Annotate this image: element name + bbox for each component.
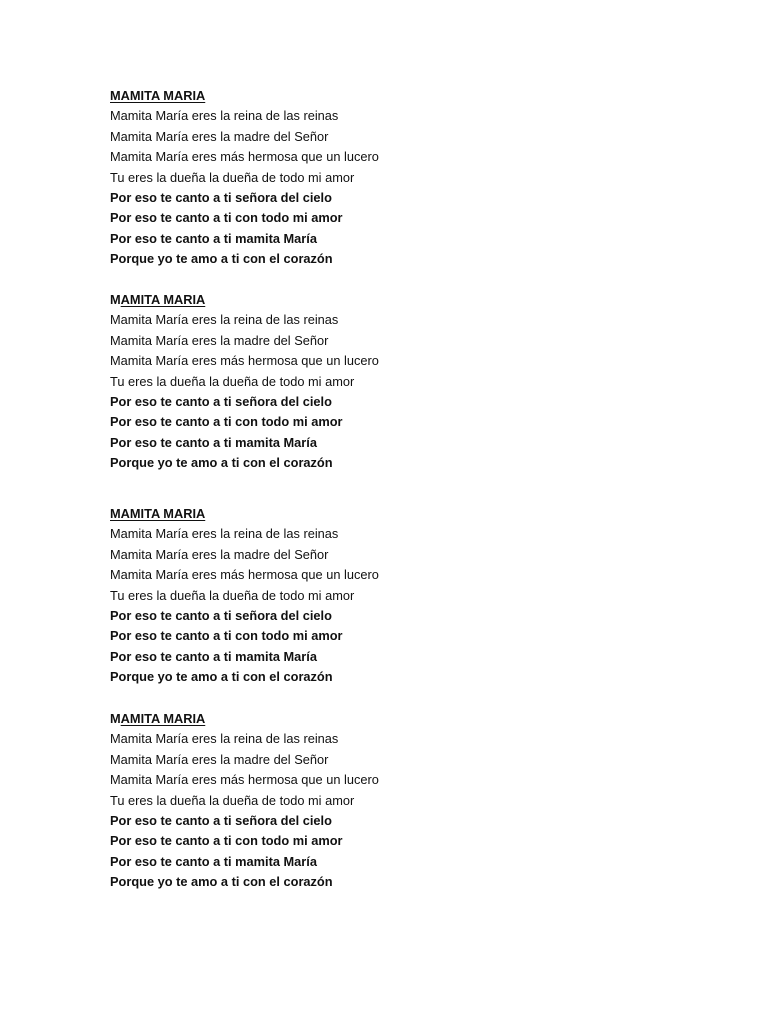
chorus-line: Por eso te canto a ti señora del cielo <box>110 189 332 205</box>
verse-line: Mamita María eres más hermosa que un lucero <box>110 567 379 583</box>
verse-line: Tu eres la dueña la dueña de todo mi amor <box>110 792 355 808</box>
chorus-line: Por eso te canto a ti señora del cielo <box>110 812 332 828</box>
verse-line: Tu eres la dueña la dueña de todo mi amor <box>110 373 355 389</box>
verse-line: Mamita María eres la madre del Señor <box>110 751 329 767</box>
verse-line: Mamita María eres más hermosa que un lucero <box>110 772 379 788</box>
stanza-title <box>110 709 670 729</box>
chorus-line: Por eso te canto a ti con todo mi amor <box>110 210 343 226</box>
verse-line: Mamita María eres la reina de las reinas <box>110 312 339 328</box>
title-first-letter: M <box>110 292 121 307</box>
verse-line: Mamita María eres la reina de las reinas <box>110 731 339 747</box>
chorus-line: Por eso te canto a ti mamita María <box>110 434 317 450</box>
verse-line: Mamita María eres más hermosa que un lucero <box>110 149 379 165</box>
title-underlined: AMITA MARIA <box>120 292 206 307</box>
chorus-line: Por eso te canto a ti con todo mi amor <box>110 833 343 849</box>
chorus-line: Por eso te canto a ti mamita María <box>110 648 317 664</box>
verse-line: Mamita María eres la reina de las reinas <box>110 108 339 124</box>
verse-line: Mamita María eres la madre del Señor <box>110 332 329 348</box>
title-underlined: MAMITA MARIA <box>110 506 206 521</box>
stanza-3 <box>110 504 670 688</box>
verse-line: Tu eres la dueña la dueña de todo mi amor <box>110 169 355 185</box>
title-underlined: AMITA MARIA <box>120 711 206 726</box>
title-first-letter: M <box>110 711 121 726</box>
chorus-line: Por eso te canto a ti con todo mi amor <box>110 628 343 644</box>
chorus-line: Porque yo te amo a ti con el corazón <box>110 669 333 685</box>
verse-line: Tu eres la dueña la dueña de todo mi amor <box>110 587 355 603</box>
verse-line: Mamita María eres la madre del Señor <box>110 546 329 562</box>
verse-line: Mamita María eres más hermosa que un lucero <box>110 353 379 369</box>
stanza-title <box>110 86 670 106</box>
verse-line: Mamita María eres la madre del Señor <box>110 128 329 144</box>
chorus-line: Por eso te canto a ti señora del cielo <box>110 393 332 409</box>
title-underlined: MAMITA MARIA <box>110 88 206 103</box>
chorus-line: Por eso te canto a ti mamita María <box>110 230 317 246</box>
stanza-1 <box>110 86 670 270</box>
chorus-line: Por eso te canto a ti con todo mi amor <box>110 414 343 430</box>
stanza-4 <box>110 709 670 893</box>
verse-line: Mamita María eres la reina de las reinas <box>110 526 339 542</box>
chorus-line: Porque yo te amo a ti con el corazón <box>110 251 333 267</box>
stanza-title <box>110 504 670 524</box>
stanza-2 <box>110 290 670 474</box>
chorus-line: Por eso te canto a ti mamita María <box>110 853 317 869</box>
stanza-title <box>110 290 670 310</box>
chorus-line: Por eso te canto a ti señora del cielo <box>110 607 332 623</box>
chorus-line: Porque yo te amo a ti con el corazón <box>110 874 333 890</box>
chorus-line: Porque yo te amo a ti con el corazón <box>110 455 333 471</box>
